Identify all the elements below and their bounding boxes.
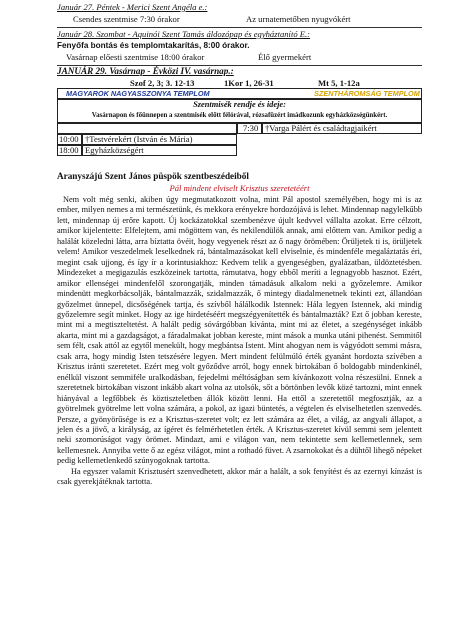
- row-intent: Egyházközségért: [85, 145, 144, 155]
- entry-jan28-intent: Élő gyermekért: [258, 52, 312, 62]
- article-paragraph: Nem volt még senki, akiben úgy megmutatkozott volna, mint Pál apostol személyében, hogy mi is az ember, milyen nemes a mi természetünk, és mekkora erényekre hordozójává is lehet. Mindennap nagylelkűbb lett, mindennap új erőre kapott. Új kockázatokkal szembenézve újult kedvvel vállalta azokat. Erre célzott, amikor kijelentette: Elfelejtem, ami mögöttem van, és nekilendülök annak, ami előttem van. Amikor pedig a halálát közeledni látta, arra bíztatta övéit, hogy vegyenek részt az ő nagy örömében: Örüljetek ti is, örüljetek velem! Amikor veszedelmek leselkednek rá, bántalmazásokat kell elviselnie, és mindenféle megaláztatás éri, megint csak ujjong, és így ír a korintusiakhoz: Kedvem telik a gyengeségben, gyalázatban, üldöztetésben. Mindezeket a megigazulás eszközeinek tartotta, rámutatva, hogy ebből meríti a legnagyobb hasznot. Ezért, amikor ellenségei mindenfelől szorongatják, minden támadásuk alkalom neki a győzelemre. Amikor mindenütt megkorbácsolják, bántalmazzák, szidalmazzák, ő mintegy diadalmenetnek tekinti ezt, állandóan győzelmet ünnepel, dicsőségének tartja, és szívből hálálkodik Istennek: Hála legyen Istennek, aki mindig győzelemre segít minket. Hogy az ige hirdetéséért megszégyenítették és bántalmazták? Ezt ő jobban kereste, mint mi a megtiszteltetést. A halált pedig sóvárgóbban kívánta, mint mi az életet, a szegénységet inkább akarta, mint mi a gazdagságot, a fáradalmakat jobban kereste, mint mások a munka utáni pihenést. Semmitől sem félt, csak attól az egytől menekült, hogy megbántsa Istent. Mint ahogyan nem is vágyódott semmi másra, csak arra, hogy mindig Isten tetszésére legyen. Mert mindent felülmúló érték gyanánt hordozta szívében a Krisztus iránti szeretetet. Ezért meg volt győződve arról, hogy ennek birtokában ő boldogabb mindenkinél, enélkül viszont semmiféle uralkodásban, fejedelmi méltóságban sem kívánkozott volna részesülni. Ennek a szeretetnek birtokában viszont inkább akart volna az utolsók, sőt a börtönben levők közé tartozni, mint ennek hiányával a legfőbbek és köztiszteletben állók között lenni. Ha ettől a szeretettől megfosztják, az a gyötrelmek gyötrelme lett volna számára, a pokol, az igazi büntetés, a végtelen és elviselhetetlen szenvedés. Persze, a gyönyörűsége is ez a Krisztus-szeretet volt; ez lett számára az élet, a világ, az angyali állapot, a jelen és a jövő, a királyság, az ígéret és felmérhetetlen érték. A Krisztus-szeretet kívül semmi sem jelentett neki szomorúságot vagy örömet. Mindazt, ami e világon van, nem tekintette sem kellemetlennek, sem kellemesnek. Annyiba vette ő az egész világot, mint a rothadó füvet. A zsarnokokat és a dühtől lihegő népeket pedig kellemetlenkedő szúnyogoknak tartotta.: [57, 195, 422, 466]
- article-body: [57, 195, 422, 488]
- sunday-heading: [57, 66, 234, 77]
- entry-jan28-notice: Fenyőfa bontás és templomtakarítás, 8:00 órakor.: [57, 41, 250, 50]
- church-right-name: SZENTHÁROMSÁG TEMPLOM: [314, 89, 420, 98]
- row-time: 7:30: [243, 123, 259, 133]
- mass-order-title: Szentmisék rendje és ideje:: [193, 100, 286, 109]
- row-time: 10:00: [59, 134, 79, 144]
- row-intent: †Testvérekért (István és Mária): [85, 134, 193, 144]
- sunday-heading-text: JANUÁR 29. Vasárnap - Évközi IV. vasárnap.:: [57, 66, 234, 76]
- row-intent: †Varga Pálért és családtagjaikért: [265, 123, 377, 133]
- entry-jan28-mass: Vasárnap előesti szentmise 18:00 órakor: [66, 52, 205, 62]
- divider: [57, 27, 422, 28]
- empty-cell: [57, 123, 237, 134]
- reading-2: 1Kor 1, 26-31: [224, 78, 274, 88]
- entry-jan27-intent: Az urnatemetőben nyugvókért: [246, 14, 351, 24]
- article-paragraph: Ha egyszer valamit Krisztusért szenvedhetett, akkor már a halált, a sok fenyítést és az ezernyi kínzást is csak gyerekjátéknak tartotta.: [57, 466, 422, 487]
- entry-jan27-heading: Január 27. Péntek - Merici Szent Angéla e.:: [57, 2, 208, 12]
- mass-order-text: Vasárnapon és főünnepen a szentmisék előtt félórával, rózsafüzért imádkozunk egyházközségünkért.: [91, 112, 388, 119]
- row-time: 18:00: [59, 145, 79, 155]
- entry-jan28-heading: Január 28. Szombat - Aquinói Szent Tamás áldozópap és egyháztanító E.:: [57, 29, 311, 39]
- gospel-reading: Mt 5, 1-12a: [318, 78, 360, 88]
- article-title: Aranyszájú Szent János püspök szentbeszédeiből: [57, 171, 249, 181]
- entry-jan27-mass: Csendes szentmise 7:30 órakor: [73, 14, 180, 24]
- article-subtitle: Pál mindent elviselt Krisztus szeretetéért: [169, 183, 310, 193]
- church-left-name: MAGYAROK NAGYASSZONYA TEMPLOM: [66, 89, 210, 98]
- reading-1: Szof 2, 3; 3. 12-13: [130, 78, 195, 88]
